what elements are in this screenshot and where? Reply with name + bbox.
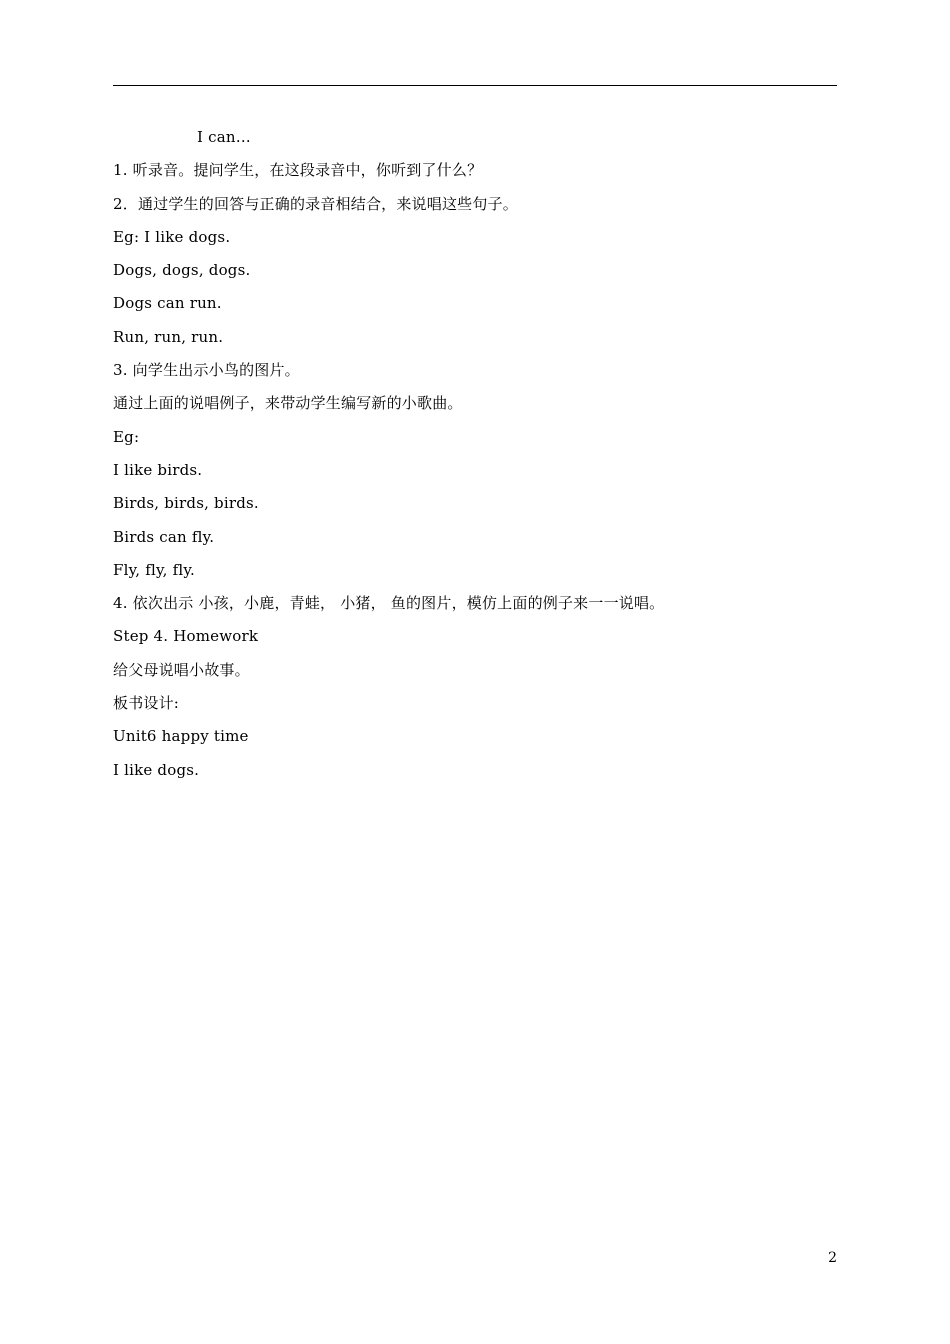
text-line: I like dogs. bbox=[113, 760, 200, 779]
text-line: 2．通过学生的回答与正确的录音相结合，来说唱这些句子。 bbox=[113, 194, 518, 213]
text-line: 3. 向学生出示小鸟的图片。 bbox=[113, 361, 300, 380]
text-line: Eg: I like dogs. bbox=[113, 227, 231, 246]
text-line: Step 4. Homework bbox=[113, 627, 259, 646]
text-line: Birds can fly. bbox=[113, 527, 215, 546]
text-line: Fly, fly, fly. bbox=[113, 560, 195, 579]
text-line: 给父母说唱小故事。 bbox=[113, 660, 250, 679]
text-line: Dogs can run. bbox=[113, 294, 222, 313]
text-line: 4. 依次出示 小孩，小鹿，青蛙， 小猪， 鱼的图片，模仿上面的例子来一一说唱。 bbox=[113, 594, 665, 613]
text-line: Dogs, dogs, dogs. bbox=[113, 261, 251, 280]
text-line: 通过上面的说唱例子，来带动学生编写新的小歌曲。 bbox=[113, 394, 463, 413]
text-line: 1. 听录音。提问学生，在这段录音中，你听到了什么？ bbox=[113, 161, 483, 180]
text-line: Unit6 happy time bbox=[113, 727, 249, 746]
text-line: Eg: bbox=[113, 427, 140, 446]
text-line: Run, run, run. bbox=[113, 327, 224, 346]
text-line: Birds, birds, birds. bbox=[113, 494, 259, 513]
text-line: 板书设计: bbox=[113, 694, 180, 713]
document-body bbox=[113, 126, 837, 792]
text-line: I can… bbox=[197, 128, 251, 146]
page-number: 2 bbox=[828, 1250, 837, 1266]
header-rule bbox=[113, 85, 837, 86]
text-line: I like birds. bbox=[113, 460, 203, 479]
